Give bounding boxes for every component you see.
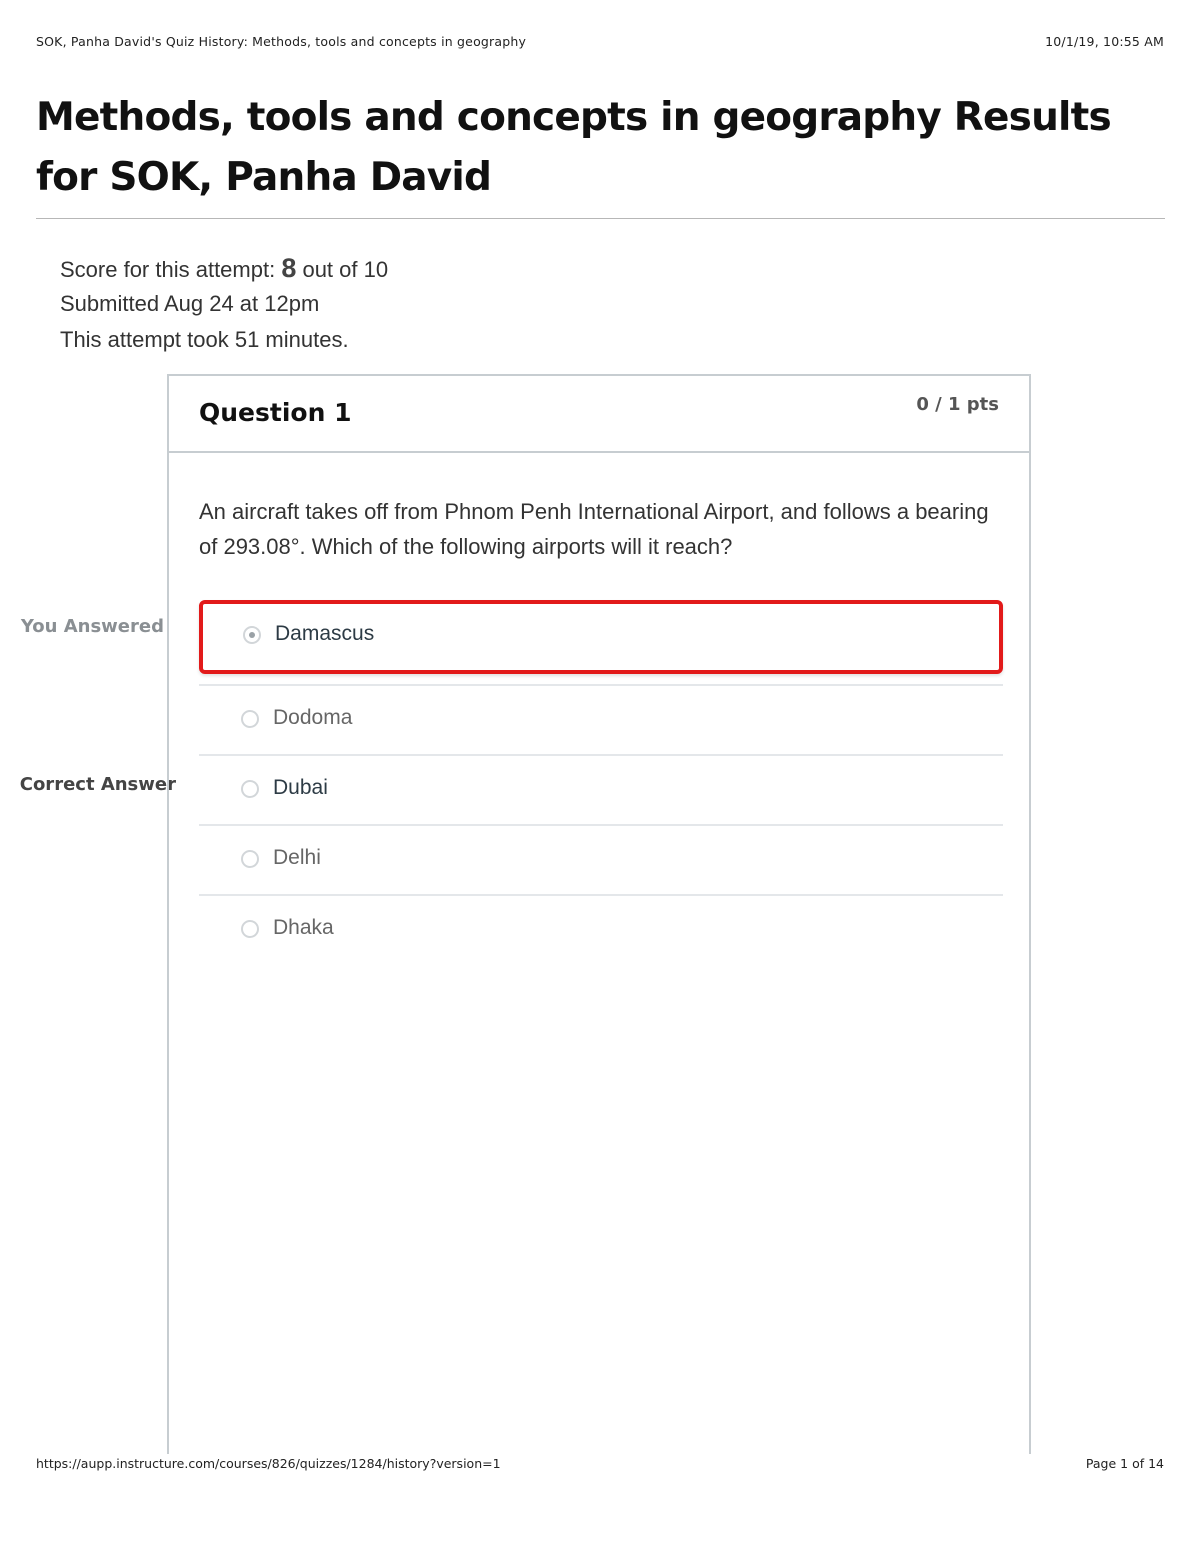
- radio-selected-icon[interactable]: [243, 626, 261, 644]
- question-header: [169, 376, 1029, 453]
- print-footer-url: https://aupp.instructure.com/courses/826/quizzes/1284/history?version=1: [36, 1456, 501, 1471]
- question-card: [167, 374, 1031, 1454]
- radio-empty-icon[interactable]: [241, 920, 259, 938]
- score-prefix: Score for this attempt:: [60, 257, 282, 282]
- print-footer-page: Page 1 of 14: [1085, 1456, 1164, 1471]
- print-footer: [36, 1456, 1164, 1474]
- score-value: 8: [281, 253, 297, 283]
- question-points: 0 / 1 pts: [916, 394, 999, 415]
- answer-label: Delhi: [273, 846, 321, 869]
- question-text: An aircraft takes off from Phnom Penh International Airport, and follows a bearing of 293.08°. Which of the following airports will it reach?: [199, 499, 989, 559]
- title-divider: [36, 218, 1165, 219]
- score-suffix: out of 10: [296, 257, 389, 282]
- answer-option-dhaka[interactable]: [199, 896, 1003, 966]
- question-name: Question 1: [199, 398, 352, 427]
- print-header-title: SOK, Panha David's Quiz History: Methods, tools and concepts in geography: [36, 34, 527, 49]
- page-title: Methods, tools and concepts in geography Results for SOK, Panha David: [36, 95, 1111, 200]
- you-answered-label: You Answered: [20, 616, 164, 637]
- submitted-line: Submitted Aug 24 at 12pm: [60, 291, 320, 316]
- print-header: [36, 34, 1164, 52]
- radio-empty-icon[interactable]: [241, 710, 259, 728]
- attempt-summary: [60, 250, 388, 358]
- score-line: [60, 250, 388, 286]
- answer-option-dodoma[interactable]: [199, 686, 1003, 756]
- answer-label: Dubai: [273, 776, 328, 799]
- radio-empty-icon[interactable]: [241, 780, 259, 798]
- radio-empty-icon[interactable]: [241, 850, 259, 868]
- print-header-date: 10/1/19, 10:55 AM: [1045, 34, 1164, 49]
- answer-option-damascus[interactable]: [199, 600, 1003, 674]
- answer-label: Dodoma: [273, 706, 353, 729]
- answer-list: [199, 600, 1003, 966]
- answer-option-delhi[interactable]: [199, 826, 1003, 896]
- duration-line: This attempt took 51 minutes.: [60, 327, 349, 352]
- answer-label: Damascus: [275, 622, 375, 645]
- answer-label: Dhaka: [273, 916, 334, 939]
- correct-answer-label: Correct Answer: [19, 774, 176, 795]
- answer-option-dubai[interactable]: [199, 756, 1003, 826]
